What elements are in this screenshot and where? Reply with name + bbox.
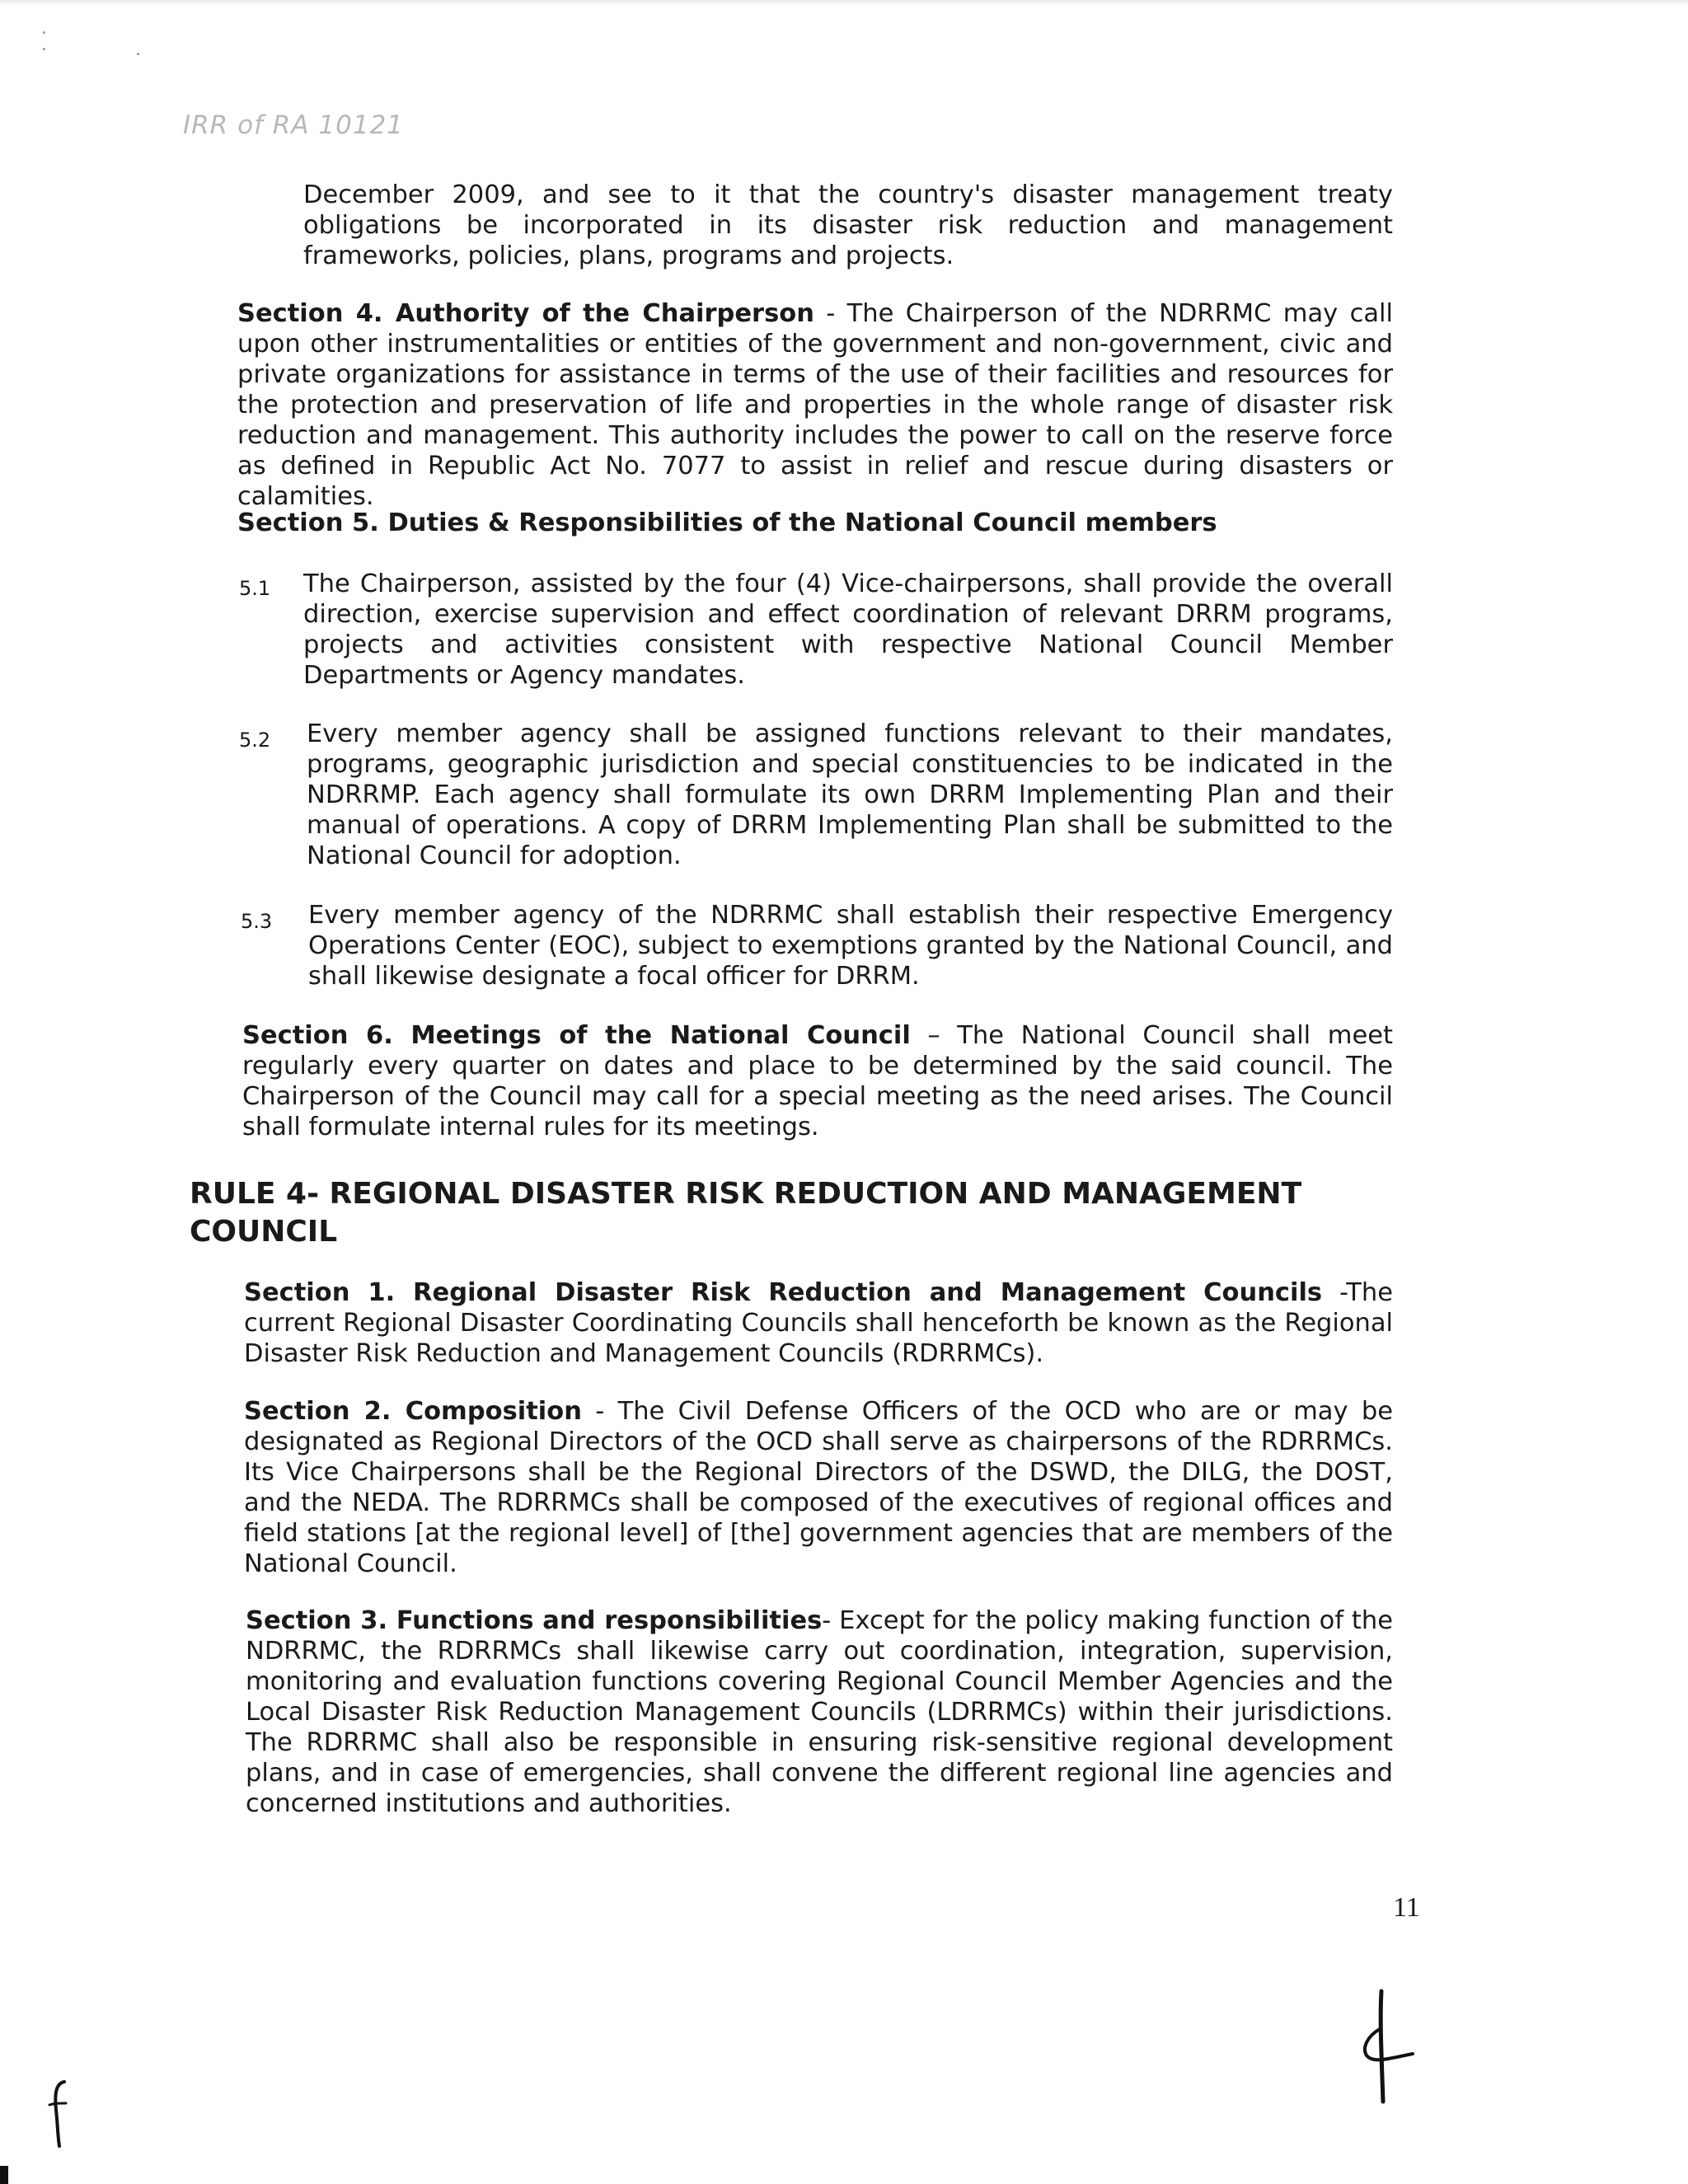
section-6-paragraph bbox=[242, 1020, 1393, 1142]
rule-4-section-3-text: - Except for the policy making function of the NDRRMC, the RDRRMCs shall likewise carry out coordination, integration, supervision, monitoring and evaluation functions covering Regional Council Member Agencies and the Local Disaster Risk Reduction Management Councils (LDRRMCs) within their jurisdictions. The RDRRMC shall also be responsible in ensuring risk-sensitive regional development plans, and in case of emergencies, shall convene the different regional line agencies and concerned institutions and authorities. bbox=[246, 1606, 1393, 1818]
scan-corner-mark bbox=[0, 2166, 8, 2184]
rule-4-section-3-heading: Section 3. Functions and responsibilities bbox=[246, 1606, 823, 1635]
rule-4-section-2-heading: Section 2. Composition bbox=[244, 1397, 582, 1426]
scan-speck bbox=[137, 53, 139, 55]
continuation-text: December 2009, and see to it that the country's disaster management treaty obligations be incorporated in its disaster risk reduction and management frameworks, policies, plans, programs and projects. bbox=[303, 180, 1393, 270]
item-5-1-number: 5.1 bbox=[239, 577, 271, 600]
handwritten-initial-left-icon bbox=[43, 2077, 76, 2151]
scan-speck bbox=[43, 31, 45, 34]
item-5-2-number: 5.2 bbox=[239, 729, 271, 752]
rule-4-section-1-heading: Section 1. Regional Disaster Risk Reduction and Management Councils bbox=[244, 1278, 1323, 1307]
item-5-3-text: Every member agency of the NDRRMC shall establish their respective Emergency Operations Center (EOC), subject to exemptions granted by the National Council, and shall likewise designate a focal officer for DRRM. bbox=[308, 901, 1393, 991]
page-number: 11 bbox=[1393, 1892, 1420, 1923]
rule-4-section-2-paragraph bbox=[244, 1396, 1393, 1579]
rule-4-section-1-paragraph bbox=[244, 1277, 1393, 1369]
rule-4-section-2-text: - The Civil Defense Officers of the OCD who are or may be designated as Regional Directors of the OCD shall serve as chairpersons of the RDRRMCs. Its Vice Chairpersons shall be the Regional Directors of the DSWD, the DILG, the DOST, and the NEDA. The RDRRMCs shall be composed of the executives of regional offices and field stations [at the regional level] of [the] government agencies that are members of the National Council. bbox=[244, 1397, 1393, 1578]
item-5-1-text: The Chairperson, assisted by the four (4) Vice-chairpersons, shall provide the overall direction, exercise supervision and effect coordination of relevant DRRM programs, projects and activities consistent with respective National Council Member Departments or Agency mandates. bbox=[303, 569, 1393, 690]
scan-edge bbox=[0, 0, 1688, 5]
rule-4-section-1-text: -The current Regional Disaster Coordinating Councils shall henceforth be known as the Regional Disaster Risk Reduction and Management Councils (RDRRMCs). bbox=[244, 1278, 1393, 1368]
section-5-heading-line bbox=[237, 508, 1393, 538]
section-4-paragraph bbox=[237, 298, 1393, 512]
item-5-2-text: Every member agency shall be assigned functions relevant to their mandates, programs, geographic jurisdiction and special constituencies to be indicated in the NDRRMP. Each agency shall formulate its own DRRM Implementing Plan and their manual of operations. A copy of DRRM Implementing Plan shall be submitted to the National Council for adoption. bbox=[307, 719, 1393, 870]
section-6-text: – The National Council shall meet regularly every quarter on dates and place to be determined by the said council. The Chairperson of the Council may call for a special meeting as the need arises. The Council shall formulate internal rules for its meetings. bbox=[242, 1021, 1393, 1141]
handwritten-initial-right-icon bbox=[1343, 1986, 1418, 2110]
rule-4-section-3-paragraph bbox=[246, 1605, 1393, 1819]
rule-4-title: RULE 4- REGIONAL DISASTER RISK REDUCTION AND MANAGEMENT COUNCIL bbox=[190, 1177, 1302, 1249]
section-4-text: - The Chairperson of the NDRRMC may call upon other instrumentalities or entities of the government and non-government, civic and private organizations for assistance in terms of the use of their facilities and resources for the protection and preservation of life and properties in the whole range of disaster risk reduction and management. This authority includes the power to call on the reserve force as defined in Republic Act No. 7077 to assist in relief and rescue during disasters or calamities. bbox=[237, 299, 1393, 511]
running-header: IRR of RA 10121 bbox=[183, 110, 405, 140]
continuation-paragraph bbox=[303, 180, 1393, 271]
section-5-heading: Section 5. Duties & Responsibilities of the National Council members bbox=[237, 509, 1217, 537]
scan-speck bbox=[43, 48, 45, 50]
section-4-heading: Section 4. Authority of the Chairperson bbox=[237, 299, 814, 328]
section-6-heading: Section 6. Meetings of the National Council bbox=[242, 1021, 911, 1050]
item-5-3-number: 5.3 bbox=[241, 910, 273, 933]
